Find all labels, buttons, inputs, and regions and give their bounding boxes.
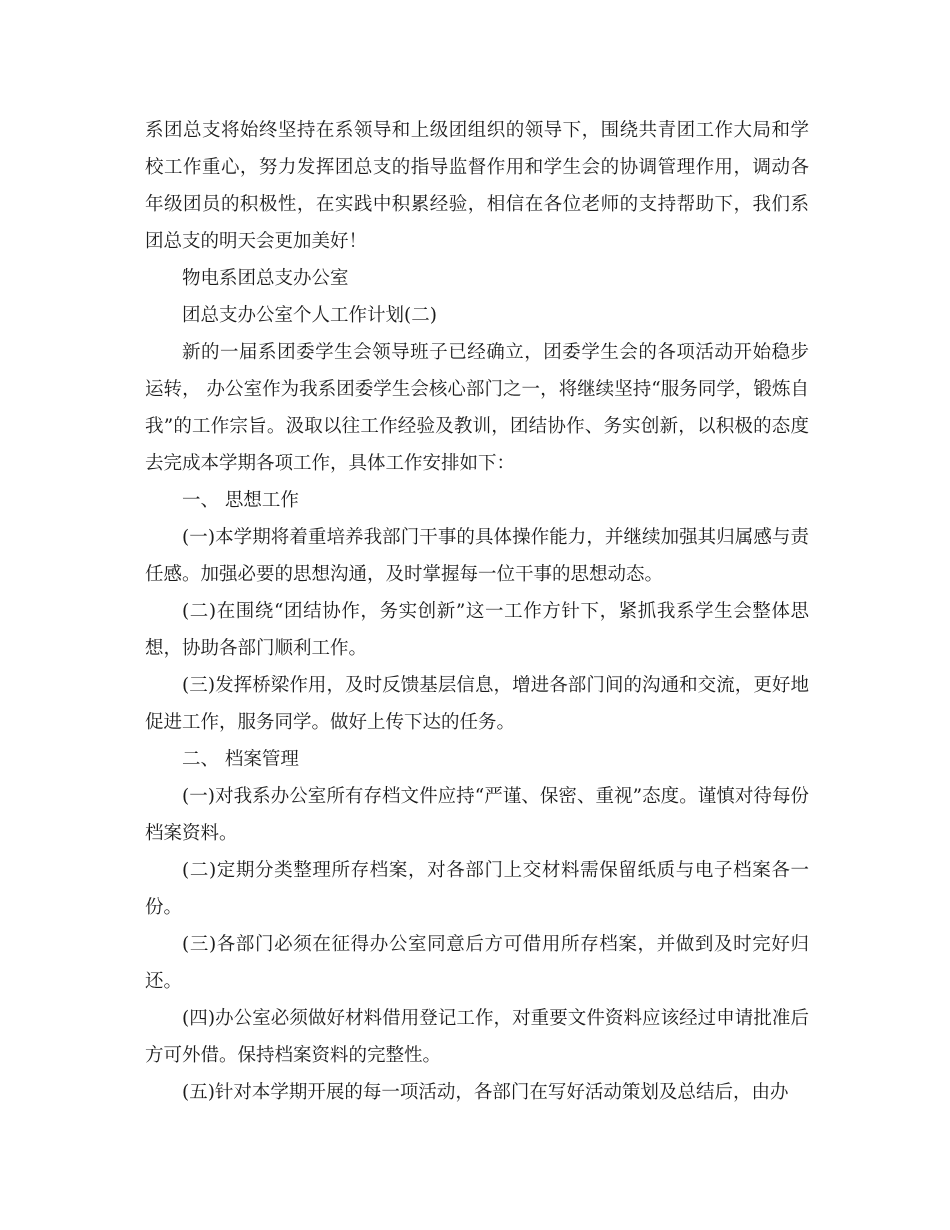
list-item: (三)各部门必须在征得办公室同意后方可借用所存档案，并做到及时完好归还。 <box>145 934 809 992</box>
list-item: (三)发挥桥梁作用，及时反馈基层信息，增进各部门间的沟通和交流，更好地促进工作，服务同学。做好上传下达的任务。 <box>145 675 809 733</box>
paragraph: 新的一届系团委学生会领导班子已经确立，团委学生会的各项活动开始稳步运转， 办公室作为我系团委学生会核心部门之一，将继续坚持“服务同学，锻炼自我”的工作宗旨。汲取以往工作经验及教训，团结协作、务实创新，以积极的态度去完成本学期各项工作，具体工作安排如下： <box>145 342 809 474</box>
list-item: (二)在围绕“团结协作，务实创新”这一工作方针下，紧抓我系学生会整体思想，协助各部门顺利工作。 <box>145 601 809 659</box>
list-item: (二)定期分类整理所存档案，对各部门上交材料需保留纸质与电子档案各一份。 <box>145 860 809 918</box>
list-item: (五)针对本学期开展的每一项活动，各部门在写好活动策划及总结后，由办 <box>182 1082 789 1103</box>
paragraph: 系团总支将始终坚持在系领导和上级团组织的领导下，围绕共青团工作大局和学校工作重心，努力发挥团总支的指导监督作用和学生会的协调管理作用，调动各年级团员的积极性，在实践中积累经验，相信在各位老师的支持帮助下，我们系团总支的明天会更加美好！ <box>145 120 809 252</box>
section-title: 团总支办公室个人工作计划(二) <box>182 305 437 326</box>
list-item: (一)本学期将着重培养我部门干事的具体操作能力，并继续加强其归属感与责任感。加强必要的思想沟通，及时掌握每一位干事的思想动态。 <box>145 527 809 585</box>
document-body <box>145 112 809 1111</box>
section-heading: 二、 档案管理 <box>182 749 299 770</box>
list-item: (四)办公室必须做好材料借用登记工作，对重要文件资料应该经过申请批准后方可外借。保持档案资料的完整性。 <box>145 1008 809 1066</box>
list-item: (一)对我系办公室所有存档文件应持“严谨、保密、重视”态度。谨慎对待每份档案资料。 <box>145 786 809 844</box>
signature-line: 物电系团总支办公室 <box>182 268 349 289</box>
section-heading: 一、 思想工作 <box>182 490 299 511</box>
